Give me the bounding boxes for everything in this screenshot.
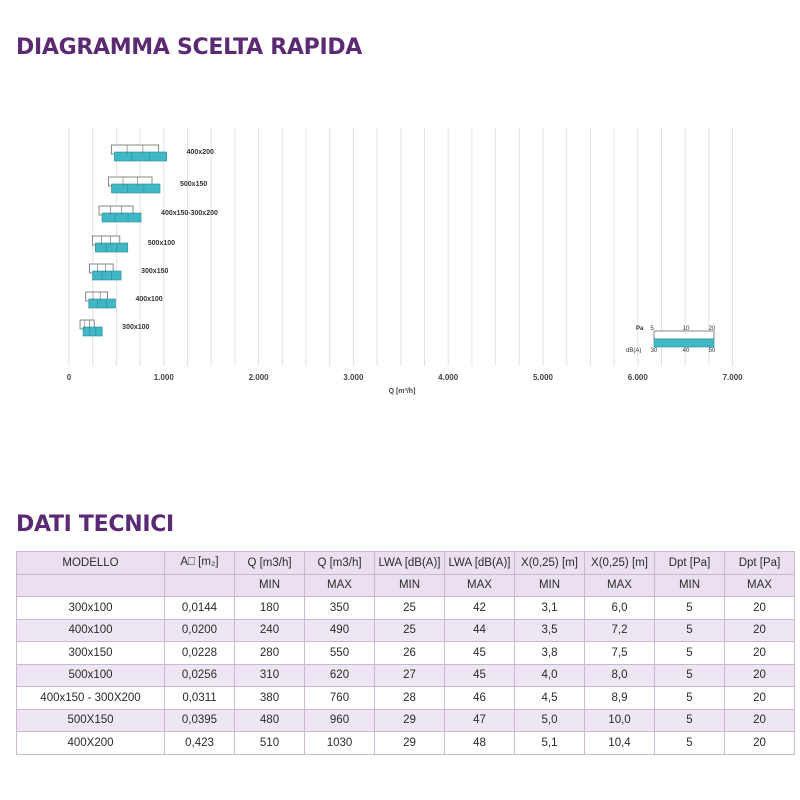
model-label: 500x100	[147, 240, 176, 247]
subheader-cell: MAX	[725, 574, 795, 597]
cell-model: 400x150 - 300X200	[17, 687, 165, 710]
cell-x-min: 4,0	[515, 664, 585, 687]
cell-q-min: 240	[235, 619, 305, 642]
table-row	[17, 664, 795, 687]
legend-pressure-bar	[654, 331, 714, 339]
x-axis	[67, 373, 743, 395]
x-tick-label: 3.000	[343, 373, 364, 382]
cell-lwa-min: 25	[375, 597, 445, 620]
table-subheader-row	[17, 574, 795, 597]
cell-q-max: 960	[305, 709, 375, 732]
cell-dpt-max: 20	[725, 597, 795, 620]
legend-pa-value: 5	[650, 326, 654, 332]
x-axis-label: Q [m³/h]	[388, 388, 416, 395]
cell-q-max: 550	[305, 642, 375, 665]
cell-area: 0,0144	[165, 597, 235, 620]
legend-db-value: 40	[682, 348, 690, 354]
tech-data-table	[16, 551, 795, 755]
cell-q-min: 180	[235, 597, 305, 620]
cell-lwa-min: 28	[375, 687, 445, 710]
cell-x-min: 5,0	[515, 709, 585, 732]
x-tick-label: 1.000	[153, 373, 174, 382]
subheader-cell: MAX	[445, 574, 515, 597]
cell-dpt-max: 20	[725, 709, 795, 732]
cell-model: 400x100	[17, 619, 165, 642]
cell-q-min: 380	[235, 687, 305, 710]
cell-lwa-min: 25	[375, 619, 445, 642]
cell-lwa-min: 29	[375, 709, 445, 732]
legend	[626, 326, 716, 354]
cell-model: 400X200	[17, 732, 165, 755]
tech-data-body	[17, 597, 795, 755]
cell-x-min: 3,8	[515, 642, 585, 665]
cell-lwa-max: 47	[445, 709, 515, 732]
diagram-title: DIAGRAMMA SCELTA RAPIDA	[16, 35, 363, 60]
cell-q-max: 350	[305, 597, 375, 620]
cell-dpt-min: 5	[655, 597, 725, 620]
noise-range-bar	[93, 271, 122, 280]
noise-range-bar	[114, 152, 166, 161]
cell-q-min: 510	[235, 732, 305, 755]
cell-x-min: 3,1	[515, 597, 585, 620]
x-tick-label: 2.000	[248, 373, 269, 382]
cell-lwa-max: 46	[445, 687, 515, 710]
col-header-q-min: Q [m3/h]	[235, 552, 305, 575]
cell-lwa-min: 26	[375, 642, 445, 665]
cell-lwa-max: 48	[445, 732, 515, 755]
model-label: 500x150	[180, 181, 208, 188]
cell-lwa-min: 27	[375, 664, 445, 687]
noise-range-bar	[95, 243, 127, 252]
col-header-x-max: X(0,25) [m]	[585, 552, 655, 575]
cell-x-min: 4,5	[515, 687, 585, 710]
table-row	[17, 687, 795, 710]
col-header-model: MODELLO	[17, 552, 165, 575]
cell-q-min: 280	[235, 642, 305, 665]
cell-model: 500X150	[17, 709, 165, 732]
legend-db-value: 50	[708, 348, 716, 354]
cell-dpt-max: 20	[725, 619, 795, 642]
cell-model: 300x100	[17, 597, 165, 620]
bars-layer	[80, 145, 218, 336]
cell-model: 500x100	[17, 664, 165, 687]
table-header-row	[17, 552, 795, 575]
cell-q-max: 620	[305, 664, 375, 687]
model-label: 300x100	[122, 324, 150, 331]
legend-db-value: 30	[650, 348, 658, 354]
cell-q-max: 760	[305, 687, 375, 710]
x-tick-label: 7.000	[722, 373, 743, 382]
subheader-cell	[17, 574, 165, 597]
cell-lwa-max: 44	[445, 619, 515, 642]
cell-dpt-min: 5	[655, 732, 725, 755]
subheader-cell: MIN	[375, 574, 445, 597]
cell-dpt-min: 5	[655, 642, 725, 665]
cell-lwa-max: 45	[445, 642, 515, 665]
subheader-cell: MAX	[585, 574, 655, 597]
subheader-cell: MIN	[515, 574, 585, 597]
cell-x-max: 6,0	[585, 597, 655, 620]
legend-db-label: dB(A)	[626, 348, 642, 354]
tech-data-title: DATI TECNICI	[16, 512, 174, 537]
legend-pa-label: Pa	[636, 326, 644, 332]
model-label: 400x150-300x200	[161, 210, 218, 217]
cell-q-min: 310	[235, 664, 305, 687]
cell-area: 0,0200	[165, 619, 235, 642]
col-header-q-max: Q [m3/h]	[305, 552, 375, 575]
cell-lwa-min: 29	[375, 732, 445, 755]
cell-x-max: 8,9	[585, 687, 655, 710]
cell-q-max: 490	[305, 619, 375, 642]
cell-lwa-max: 45	[445, 664, 515, 687]
cell-area: 0,0395	[165, 709, 235, 732]
cell-dpt-max: 20	[725, 664, 795, 687]
cell-q-max: 1030	[305, 732, 375, 755]
noise-range-bar	[112, 184, 161, 193]
model-label: 300x150	[141, 268, 169, 275]
cell-dpt-max: 20	[725, 732, 795, 755]
table-row	[17, 709, 795, 732]
cell-x-max: 10,4	[585, 732, 655, 755]
cell-lwa-max: 42	[445, 597, 515, 620]
cell-area: 0,423	[165, 732, 235, 755]
cell-x-max: 10,0	[585, 709, 655, 732]
noise-range-bar	[83, 327, 102, 336]
table-row	[17, 619, 795, 642]
subheader-cell: MIN	[235, 574, 305, 597]
x-tick-label: 4.000	[438, 373, 459, 382]
cell-area: 0,0228	[165, 642, 235, 665]
cell-x-max: 8,0	[585, 664, 655, 687]
cell-area: 0,0256	[165, 664, 235, 687]
cell-x-max: 7,2	[585, 619, 655, 642]
x-tick-label: 5.000	[532, 373, 554, 382]
subheader-cell	[165, 574, 235, 597]
model-label: 400x100	[135, 296, 163, 303]
table-row	[17, 732, 795, 755]
x-tick-label: 0	[66, 373, 72, 382]
table-row	[17, 642, 795, 665]
x-tick-label: 6.000	[627, 373, 648, 382]
cell-dpt-max: 20	[725, 642, 795, 665]
cell-dpt-max: 20	[725, 687, 795, 710]
col-header-lwa-min: LWA [dB(A)]	[375, 552, 445, 575]
grid-layer	[69, 128, 733, 366]
col-header-area: A⎕ [m₂]	[165, 552, 235, 575]
col-header-dpt-max: Dpt [Pa]	[725, 552, 795, 575]
col-header-x-min: X(0,25) [m]	[515, 552, 585, 575]
legend-noise-bar	[654, 339, 714, 347]
legend-pa-value: 20	[708, 326, 716, 332]
col-header-lwa-max: LWA [dB(A)]	[445, 552, 515, 575]
subheader-cell: MIN	[655, 574, 725, 597]
col-header-dpt-min: Dpt [Pa]	[655, 552, 725, 575]
cell-area: 0,0311	[165, 687, 235, 710]
model-label: 400x200	[186, 149, 214, 156]
cell-dpt-min: 5	[655, 619, 725, 642]
cell-q-min: 480	[235, 709, 305, 732]
legend-pa-value: 10	[682, 326, 690, 332]
table-row	[17, 597, 795, 620]
cell-x-min: 3,5	[515, 619, 585, 642]
cell-model: 300x150	[17, 642, 165, 665]
cell-dpt-min: 5	[655, 709, 725, 732]
cell-dpt-min: 5	[655, 687, 725, 710]
subheader-cell: MAX	[305, 574, 375, 597]
cell-x-max: 7,5	[585, 642, 655, 665]
cell-x-min: 5,1	[515, 732, 585, 755]
cell-dpt-min: 5	[655, 664, 725, 687]
